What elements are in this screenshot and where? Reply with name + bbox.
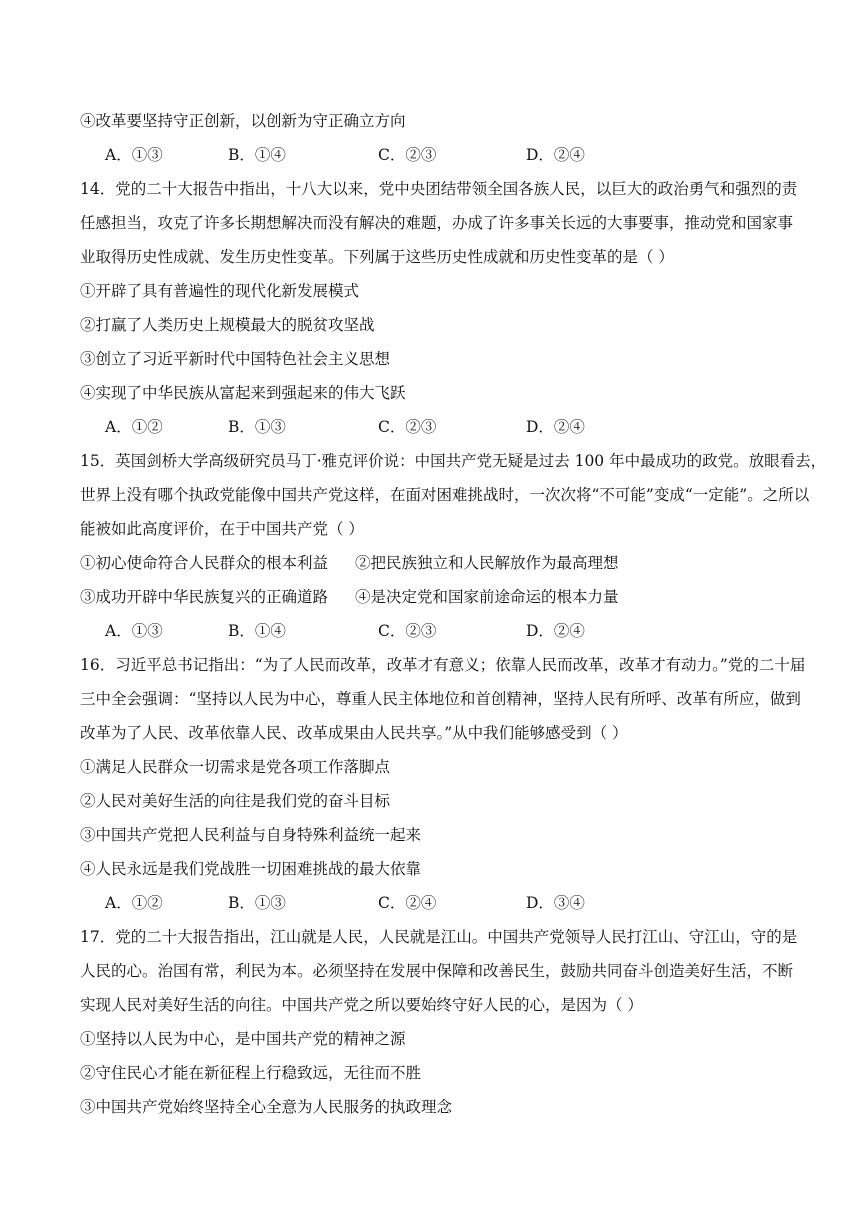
q15-statements-row-2: [80, 587, 785, 607]
q16-option-c: C．②④: [378, 894, 437, 912]
q16-statement-1: ①满足人民群众一切需求是党各项工作落脚点: [80, 758, 391, 776]
q15-statement-3: ③成功开辟中华民族复兴的正确道路: [80, 588, 329, 606]
q16-stem-line-2: 三中全会强调：“坚持以人民为中心，尊重人民主体地位和首创精神，坚持人民有所呼、改革有所应，做到: [80, 690, 801, 708]
q14-statement-1: ①开辟了具有普遍性的现代化新发展模式: [80, 282, 360, 300]
q15-option-c: C．②③: [378, 622, 437, 640]
q14-option-d: D．②④: [526, 418, 585, 436]
q17-stem-line-2: 人民的心。治国有常，利民为本。必须坚持在发展中保障和改善民生，鼓励共同奋斗创造美好生活，不断: [80, 962, 794, 980]
q13-option-c: C．②③: [378, 146, 437, 164]
q14-option-b: B．①③: [228, 418, 286, 436]
q15-statement-1: ①初心使命符合人民群众的根本利益: [80, 554, 329, 572]
q16-option-b: B．①③: [228, 894, 286, 912]
q14-statement-2: ②打赢了人类历史上规模最大的脱贫攻坚战: [80, 316, 375, 334]
q13-statement-4: ④改革要坚持守正创新，以创新为守正确立方向: [80, 112, 406, 130]
q15-stem-line-3: 能被如此高度评价，在于中国共产党（ ）: [80, 520, 364, 538]
q16-stem-line-1: 16．习近平总书记指出：“为了人民而改革，改革才有意义；依靠人民而改革，改革才有动力。”党的二十届: [80, 656, 806, 674]
q15-option-d: D．②④: [526, 622, 585, 640]
q14-statement-4: ④实现了中华民族从富起来到强起来的伟大飞跃: [80, 384, 406, 402]
q17-stem-line-3: 实现人民对美好生活的向往。中国共产党之所以要始终守好人民的心，是因为（ ）: [80, 996, 643, 1014]
q14-stem-line-1: 14．党的二十大报告中指出，十八大以来，党中央团结带领全国各族人民，以巨大的政治勇气和强烈的责: [80, 180, 798, 198]
q16-statement-2: ②人民对美好生活的向往是我们党的奋斗目标: [80, 792, 391, 810]
q14-statement-3: ③创立了习近平新时代中国特色社会主义思想: [80, 350, 391, 368]
q15-options: [105, 621, 785, 641]
q14-option-a: A．①②: [105, 418, 163, 436]
q13-option-b: B．①④: [228, 146, 286, 164]
q16-stem-line-3: 改革为了人民、改革依靠人民、改革成果由人民共享。”从中我们能够感受到（ ）: [80, 724, 628, 742]
q13-option-d: D．②④: [526, 146, 585, 164]
q17-statement-3: ③中国共产党始终坚持全心全意为人民服务的执政理念: [80, 1098, 453, 1116]
q16-options: [105, 893, 785, 913]
q17-stem-line-1: 17．党的二十大报告指出，江山就是人民，人民就是江山。中国共产党领导人民打江山、守江山，守的是: [80, 928, 798, 946]
q15-statement-2: ②把民族独立和人民解放作为最高理想: [355, 554, 619, 572]
q13-option-a: A．①③: [105, 146, 163, 164]
q15-option-b: B．①④: [228, 622, 286, 640]
q16-statement-4: ④人民永远是我们党战胜一切困难挑战的最大依靠: [80, 860, 422, 878]
q15-stem-line-2: 世界上没有哪个执政党能像中国共产党这样，在面对困难挑战时，一次次将“不可能”变成“一定能”。之所以: [80, 486, 810, 504]
q17-statement-1: ①坚持以人民为中心，是中国共产党的精神之源: [80, 1030, 406, 1048]
q14-options: [105, 417, 785, 437]
q16-option-a: A．①②: [105, 894, 163, 912]
q17-statement-2: ②守住民心才能在新征程上行稳致远，无往而不胜: [80, 1064, 422, 1082]
q16-statement-3: ③中国共产党把人民利益与自身特殊利益统一起来: [80, 826, 422, 844]
q15-statement-4: ④是决定党和国家前途命运的根本力量: [355, 588, 619, 606]
q14-option-c: C．②③: [378, 418, 437, 436]
q15-statements-row-1: [80, 553, 785, 573]
q14-stem-line-2: 任感担当，攻克了许多长期想解决而没有解决的难题，办成了许多事关长远的大事要事，推动党和国家事: [80, 214, 794, 232]
q15-stem-line-1: 15．英国剑桥大学高级研究员马丁·雅克评价说：中国共产党无疑是过去 100 年中最成功的政党。放眼看去，: [80, 452, 827, 470]
q16-option-d: D．③④: [526, 894, 585, 912]
q14-stem-line-3: 业取得历史性成就、发生历史性变革。下列属于这些历史性成就和历史性变革的是（ ）: [80, 248, 674, 266]
q13-options: [105, 145, 785, 165]
q15-option-a: A．①③: [105, 622, 163, 640]
